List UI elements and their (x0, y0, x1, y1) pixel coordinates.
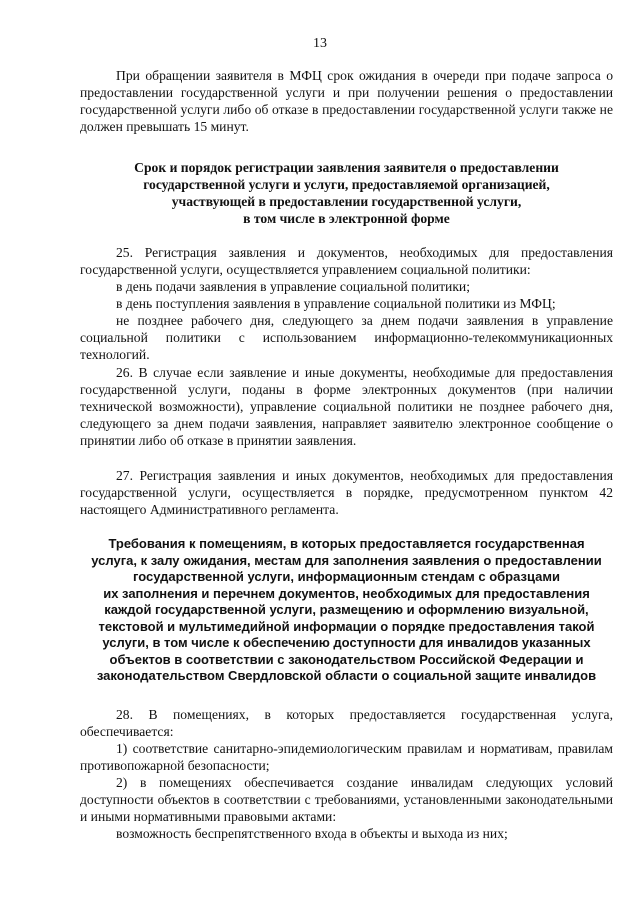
section-25-item: в день подачи заявления в управление социальной политики; (116, 279, 470, 294)
heading-premises-line: государственной услуги, информационным стендам с образцами (133, 569, 560, 584)
section-28 (80, 706, 613, 842)
heading-registration-line: в том числе в электронной форме (243, 211, 450, 226)
heading-registration (78, 159, 615, 227)
section-28-main: 28. В помещениях, в которых предоставляется государственная услуга, обеспечивается: (80, 707, 613, 739)
section-28-item: возможность беспрепятственного входа в объекты и выхода из них; (116, 826, 508, 841)
heading-registration-line: Срок и порядок регистрации заявления заявителя о предоставлении (134, 160, 559, 175)
heading-registration-line: государственной услуги и услуги, предоставляемой организацией, (143, 177, 550, 192)
section-26 (80, 364, 613, 449)
section-25 (80, 244, 613, 363)
heading-premises-line: Требования к помещениям, в которых предоставляется государственная (108, 536, 585, 551)
section-28-item: 1) соответствие санитарно-эпидемиологическим правилам и нормативам, правилам противопожарной безопасности; (80, 741, 613, 773)
section-25-main: 25. Регистрация заявления и документов, необходимых для предоставления государственной услуги, осуществляется управлением социальной политики: (80, 245, 613, 277)
heading-premises-line: их заполнения и перечнем документов, необходимых для предоставления (103, 585, 590, 601)
section-27-text: 27. Регистрация заявления и иных документов, необходимых для предоставления государственной услуги, осуществляется в порядке, предусмотренном пунктом 42 настоящего Административного регламента. (80, 468, 613, 517)
heading-premises-line: объектов в соответствии с законодательством Российской Федерации и (109, 651, 584, 667)
intro-paragraph: При обращении заявителя в МФЦ срок ожидания в очереди при подаче запроса о предоставлении государственной услуги и при получении решения о предоставлении государственной услуги либо об отказе в предоставлении государственной услуги также не должен превышать 15 минут. (80, 68, 613, 134)
heading-premises-line: услуга, к залу ожидания, местам для заполнения заявления о предоставлении (91, 552, 602, 568)
heading-premises-line: текстовой и мультимедийной информации о порядке предоставления такой (98, 618, 595, 634)
intro-block (80, 67, 613, 135)
heading-premises-line: услуги, в том числе к обеспечению доступности для инвалидов указанных (102, 635, 591, 650)
section-27 (80, 467, 613, 518)
section-25-item: не позднее рабочего дня, следующего за днем подачи заявления в управление социальной политики с использованием информационно-телекоммуникационных технологий. (80, 313, 613, 362)
page-number: 13 (313, 36, 327, 51)
section-25-item: в день поступления заявления в управление социальной политики из МФЦ; (116, 296, 556, 311)
section-28-item: 2) в помещениях обеспечивается создание инвалидам следующих условий доступности объектов в соответствии с требованиями, установленными законодательными и иными нормативными правовыми актами: (80, 775, 613, 824)
heading-premises-line: каждой государственной услуги, размещению и оформлению визуальной, (104, 602, 589, 617)
heading-registration-line: участвующей в предоставлении государственной услуги, (171, 194, 522, 209)
heading-premises-line: законодательством Свердловской области о социальной защите инвалидов (96, 668, 597, 683)
section-26-text: 26. В случае если заявление и иные документы, необходимые для предоставления государственной услуги, поданы в форме электронных документов (при наличии технической возможности), управление социальной политики не позднее рабочего дня, следующего за днем подачи заявления, направляет заявителю электронное сообщение о принятии либо об отказе в принятии заявления. (80, 365, 613, 448)
heading-premises (78, 536, 615, 685)
